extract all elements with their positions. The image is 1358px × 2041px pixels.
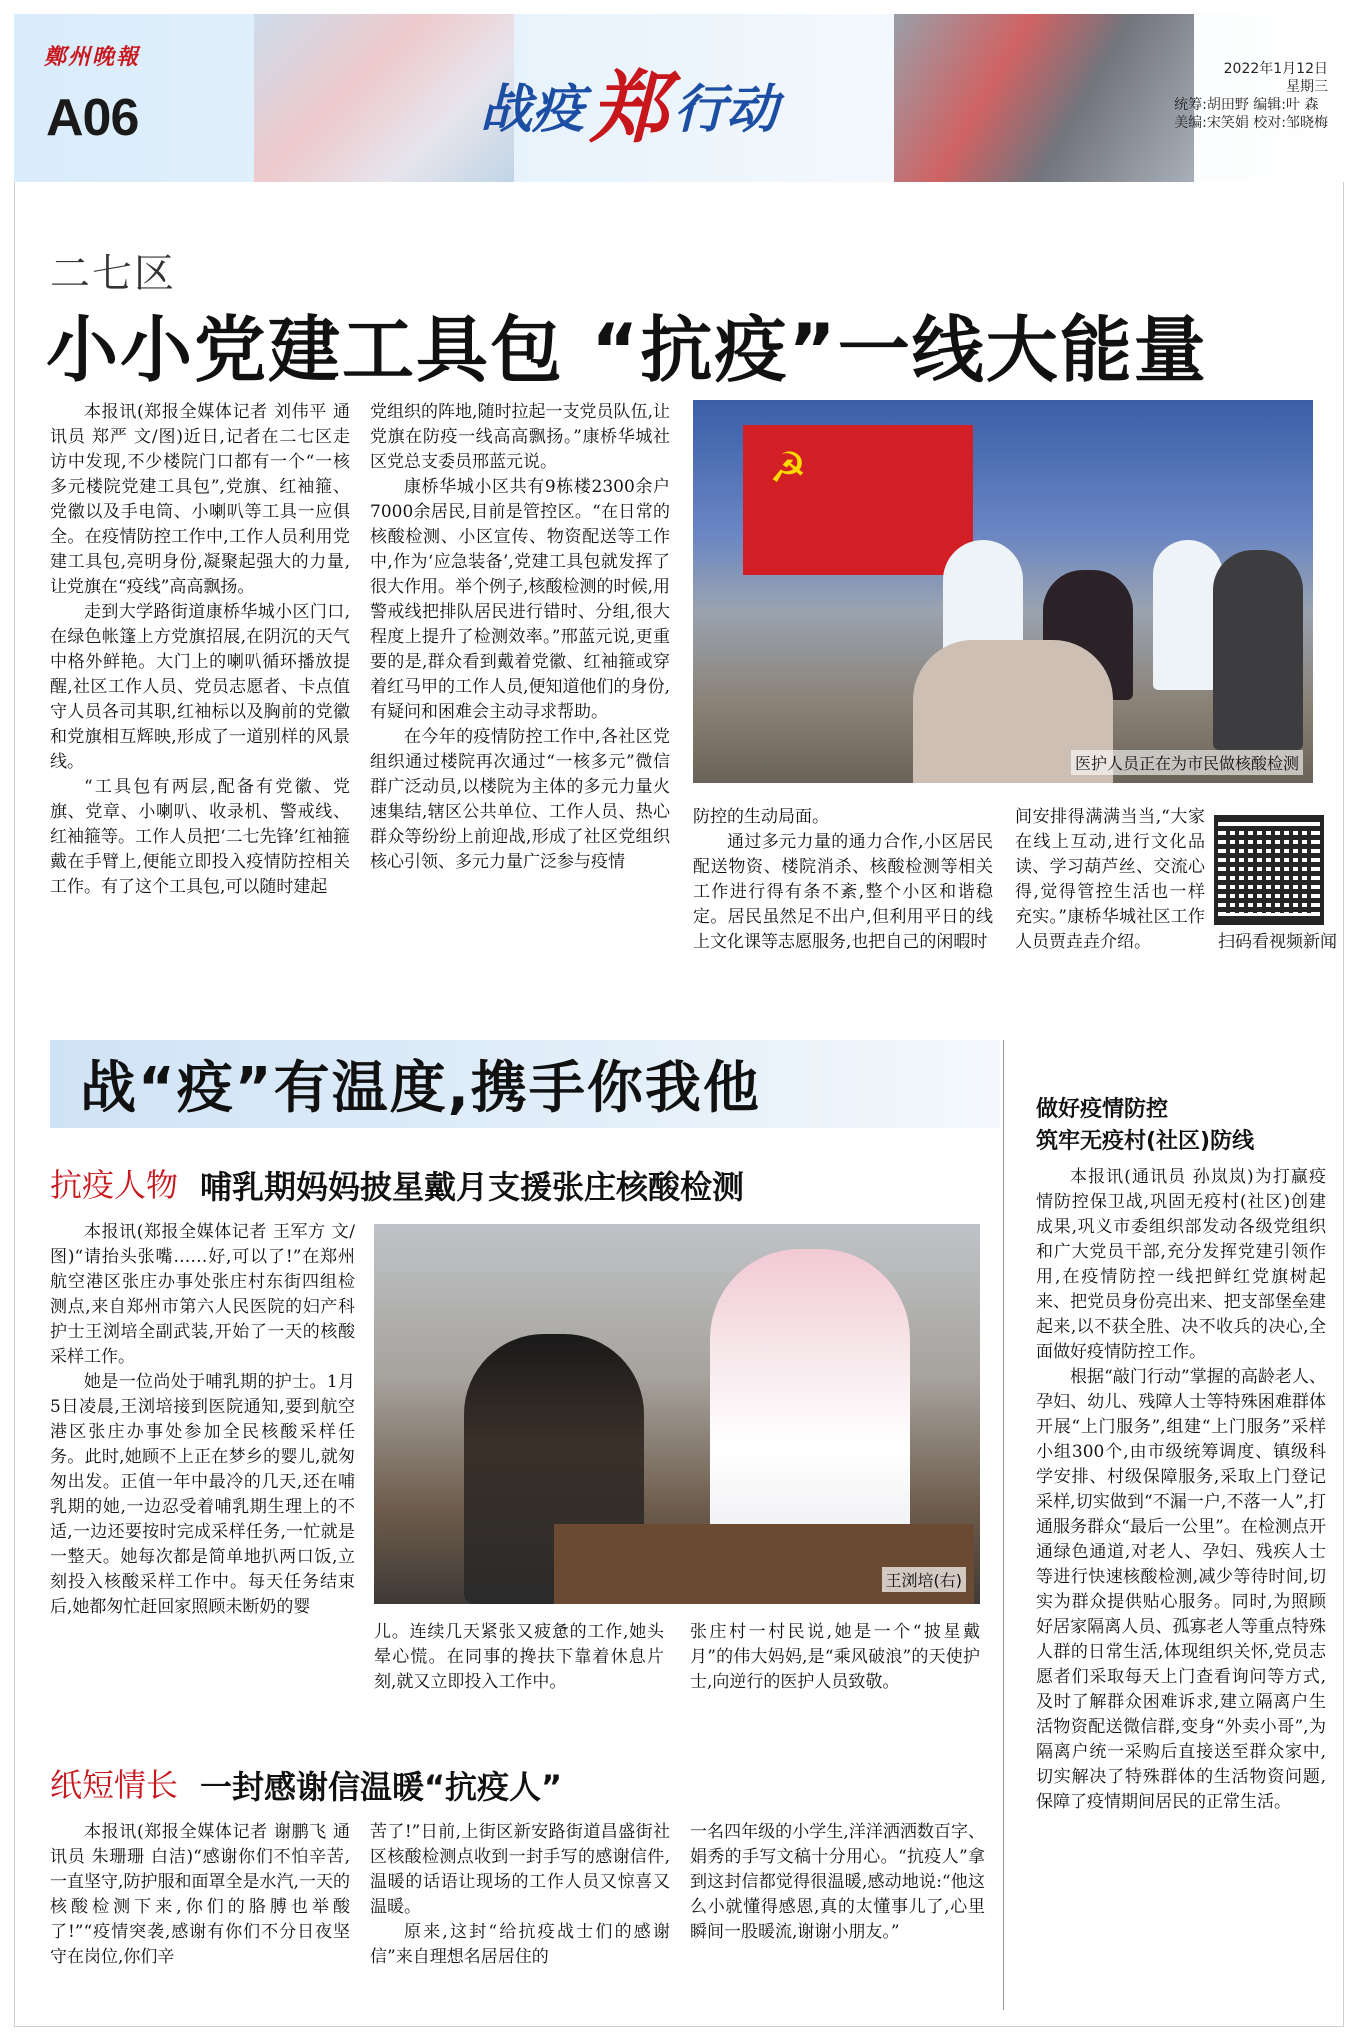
feature-band-title: 战“疫”有温度,携手你我他	[80, 1056, 761, 1121]
article2-column-3	[690, 1620, 980, 1720]
article2-para: 她是一位尚处于哺乳期的护士。1月5日凌晨,王浏培接到医院通知,要到航空港区张庄办事处参加全民核酸采样任务。此时,她顾不上正在梦乡的婴儿,就匆匆出发。正值一年中最冷的几天,还在哺乳期的她,一边忍受着哺乳期生理上的不适,一边还要按时完成采样任务,一忙就是一整天。她每次都是简单地扒两口饭,立刻投入核酸采样工作中。每天任务结束后,她都匆忙赶回家照顾未断奶的婴	[50, 1372, 355, 1617]
sidebar-title	[1036, 1094, 1254, 1158]
header-photo-volunteers	[894, 14, 1194, 182]
article2-column-1	[50, 1220, 355, 1740]
article3-tag: 纸短情长	[50, 1766, 179, 1804]
paper-name: 鄭州晚報	[44, 44, 141, 70]
article1-column-1	[50, 400, 350, 990]
article1-para: “工具包有两层,配备有党徽、党旗、党章、小喇叭、收录机、警戒线、红袖箍等。工作人员把‘二七先锋’红袖箍戴在手臂上,便能立即投入疫情防控相关工作。有了这个工具包,可以随时建起	[50, 777, 350, 897]
article3-title: 一封感谢信温暖“抗疫人”	[200, 1768, 563, 1806]
hammer-sickle-icon: ☭	[769, 443, 807, 492]
article3-para: 一名四年级的小学生,洋洋洒洒数百字、娟秀的手写文稿十分用心。“抗疫人”拿到这封信都觉得很温暖,感动地说:“他这么小就懂得感恩,真的太懂事儿了,心里瞬间一股暖流,谢谢小朋友。”	[690, 1822, 985, 1942]
issue-weekday: 星期三	[1286, 79, 1328, 95]
article1-para: 防控的生动局面。	[693, 807, 829, 827]
qr-label: 扫码看视频新闻	[1218, 932, 1337, 952]
article3-column-2	[370, 1820, 670, 2020]
issue-date: 2022年1月12日	[1223, 61, 1328, 77]
article2-title: 哺乳期妈妈披星戴月支援张庄核酸检测	[200, 1168, 745, 1206]
section-title-right: 行动	[674, 80, 779, 140]
article1-para: 间安排得满满当当,“大家在线上互动,进行文化品读、学习葫芦丝、交流心得,觉得管控生活也一样充实。”康桥华城社区工作人员贾垚垚介绍。	[1015, 807, 1205, 952]
qr-pattern	[1226, 827, 1312, 913]
article1-para: 党组织的阵地,随时拉起一支党员队伍,让党旗在防疫一线高高飘扬。”康桥华城社区党总支委员邢蓝元说。	[370, 402, 670, 472]
article2-para: 本报讯(郑报全媒体记者 王军方 文/图)“请抬头张嘴……好,可以了!”在郑州航空港区张庄办事处张庄村东街四组检测点,来自郑州市第六人民医院的妇产科护士王浏培全副武装,开始了一天的核酸采样工作。	[50, 1222, 355, 1367]
qr-code-icon[interactable]	[1214, 815, 1324, 925]
article1-kicker: 二七区	[50, 251, 176, 297]
article3-column-3	[690, 1820, 985, 2020]
section-title-left: 战疫	[480, 80, 585, 140]
article1-photo	[693, 400, 1313, 783]
article1-photo-caption: 医护人员正在为市民做核酸检测	[1071, 750, 1303, 775]
article2-column-2	[374, 1620, 664, 1720]
article3-para: 本报讯(郑报全媒体记者 谢鹏飞 通讯员 朱珊珊 白洁)“感谢你们不怕辛苦,一直坚守,防护服和面罩全是水汽,一天的核酸检测下来,你们的胳膊也举酸了!”“疫情突袭,感谢有你们不分日夜坚守在岗位,你们辛	[50, 1822, 350, 1967]
sidebar-para: 本报讯(通讯员 孙岚岚)为打赢疫情防控保卫战,巩固无疫村(社区)创建成果,巩义市委组织部发动各级党组织和广大党员干部,充分发挥党建引领作用,在疫情防控一线把鲜红党旗树起来、把党员身份亮出来、把支部堡垒建起来,以不获全胜、决不收兵的决心,全面做好疫情防控工作。	[1036, 1167, 1326, 1362]
article3-para: 原来,这封“给抗疫战士们的感谢信”来自理想名居居住的	[370, 1922, 670, 1967]
article1-para: 康桥华城小区共有9栋楼2300余户7000余居民,目前是管控区。“在日常的核酸检测、小区宣传、物资配送等工作中,作为‘应急装备’,党建工具包就发挥了很大作用。举个例子,核酸检测的时候,用警戒线把排队居民进行错时、分组,很大程度上提升了检测效率。”邢蓝元说,更重要的是,群众看到戴着党徽、红袖箍或穿着红马甲的工作人员,便知道他们的身份,有疑问和困难会主动寻求帮助。	[370, 477, 670, 722]
article1-para: 本报讯(郑报全媒体记者 刘伟平 通讯员 郑严 文/图)近日,记者在二七区走访中发现,不少楼院门口都有一个“一核多元楼院党建工具包”,党旗、红袖箍、党徽以及手电筒、小喇叭等工具一应俱全。在疫情防控工作中,工作人员利用党建工具包,亮明身份,凝聚起强大的力量,让党旗在“疫线”高高飘扬。	[50, 402, 350, 597]
article2-para: 儿。连续几天紧张又疲惫的工作,她头晕心慌。在同事的搀扶下靠着休息片刻,就又立即投入工作中。	[374, 1622, 664, 1692]
sidebar-para: 根据“敲门行动”掌握的高龄老人、孕妇、幼儿、残障人士等特殊困难群体开展“上门服务”,组建“上门服务”采样小组300个,由市级统筹调度、镇级科学安排、村级保障服务,采取上门登记采样,切实做到“不漏一户,不落一人”,打通服务群众“最后一公里”。在检测点开通绿色通道,对老人、孕妇、残疾人士等进行快速核酸检测,减少等待时间,切实为群众提供贴心服务。同时,为照顾好居家隔离人员、孤寡老人等重点特殊人群的日常生活,体现组织关怀,党员志愿者们采取每天上门查看询问等方式,及时了解群众困难诉求,建立隔离户生活物资配送微信群,变身“外卖小哥”,为隔离户统一采购后直接送至群众家中,切实解决了特殊群体的生活物资问题,保障了疫情期间居民的正常生活。	[1036, 1367, 1326, 1812]
article1-column-3	[693, 805, 993, 990]
sidebar-title-line2: 筑牢无疫村(社区)防线	[1036, 1129, 1255, 1154]
article1-title: 小小党建工具包 “抗疫”一线大能量	[46, 308, 1208, 392]
article3-column-1	[50, 1820, 350, 2020]
credits-line1: 统筹:胡田野 编辑:叶 森	[1174, 97, 1319, 113]
article1-para: 通过多元力量的通力合作,小区居民配送物资、楼院消杀、核酸检测等相关工作进行得有条不紊,整个小区和谐稳定。居民虽然足不出户,但利用平日的线上文化课等志愿服务,也把自己的闲暇时	[693, 832, 993, 952]
section-title-mid: 郑	[590, 63, 669, 154]
article1-column-4	[1015, 805, 1205, 990]
article2-para: 张庄村一村民说,她是一个“披星戴月”的伟大妈妈,是“乘风破浪”的天使护士,向逆行的医护人员致敬。	[690, 1622, 980, 1692]
sampling-table	[554, 1524, 974, 1604]
article1-para: 走到大学路街道康桥华城小区门口,在绿色帐篷上方党旗招展,在阴沉的天气中格外鲜艳。大门上的喇叭循环播放提醒,社区工作人员、党员志愿者、卡点值守人员各司其职,红袖标以及胸前的党徽和党旗相互辉映,形成了一道别样的风景线。	[50, 602, 350, 772]
article1-column-2	[370, 400, 670, 990]
column-divider	[1003, 1040, 1004, 2010]
article3-para: 苦了!”日前,上街区新安路街道昌盛街社区核酸检测点收到一封手写的感谢信件,温暖的话语让现场的工作人员又惊喜又温暖。	[370, 1822, 670, 1917]
article2-tag: 抗疫人物	[50, 1166, 179, 1204]
article2-photo-caption: 王浏培(右)	[882, 1567, 967, 1592]
credits-line2: 美编:宋笑娟 校对:邹晓梅	[1174, 115, 1328, 131]
resident-figure	[1213, 550, 1303, 750]
page-number: A06	[46, 89, 139, 147]
party-flag	[743, 425, 973, 575]
sidebar-title-line1: 做好疫情防控	[1036, 1097, 1169, 1122]
header-photo-medic	[254, 14, 514, 182]
article1-para: 在今年的疫情防控工作中,各社区党组织通过楼院再次通过“一核多元”微信群广泛动员,以楼院为主体的多元力量火速集结,辖区公共单位、工作人员、热心群众等纷纷上前迎战,形成了社区党组织核心引领、多元力量广泛参与疫情	[370, 727, 670, 872]
sidebar-body	[1036, 1165, 1326, 2015]
header-info	[1174, 60, 1328, 132]
article2-photo	[374, 1224, 980, 1604]
section-title	[480, 38, 779, 154]
